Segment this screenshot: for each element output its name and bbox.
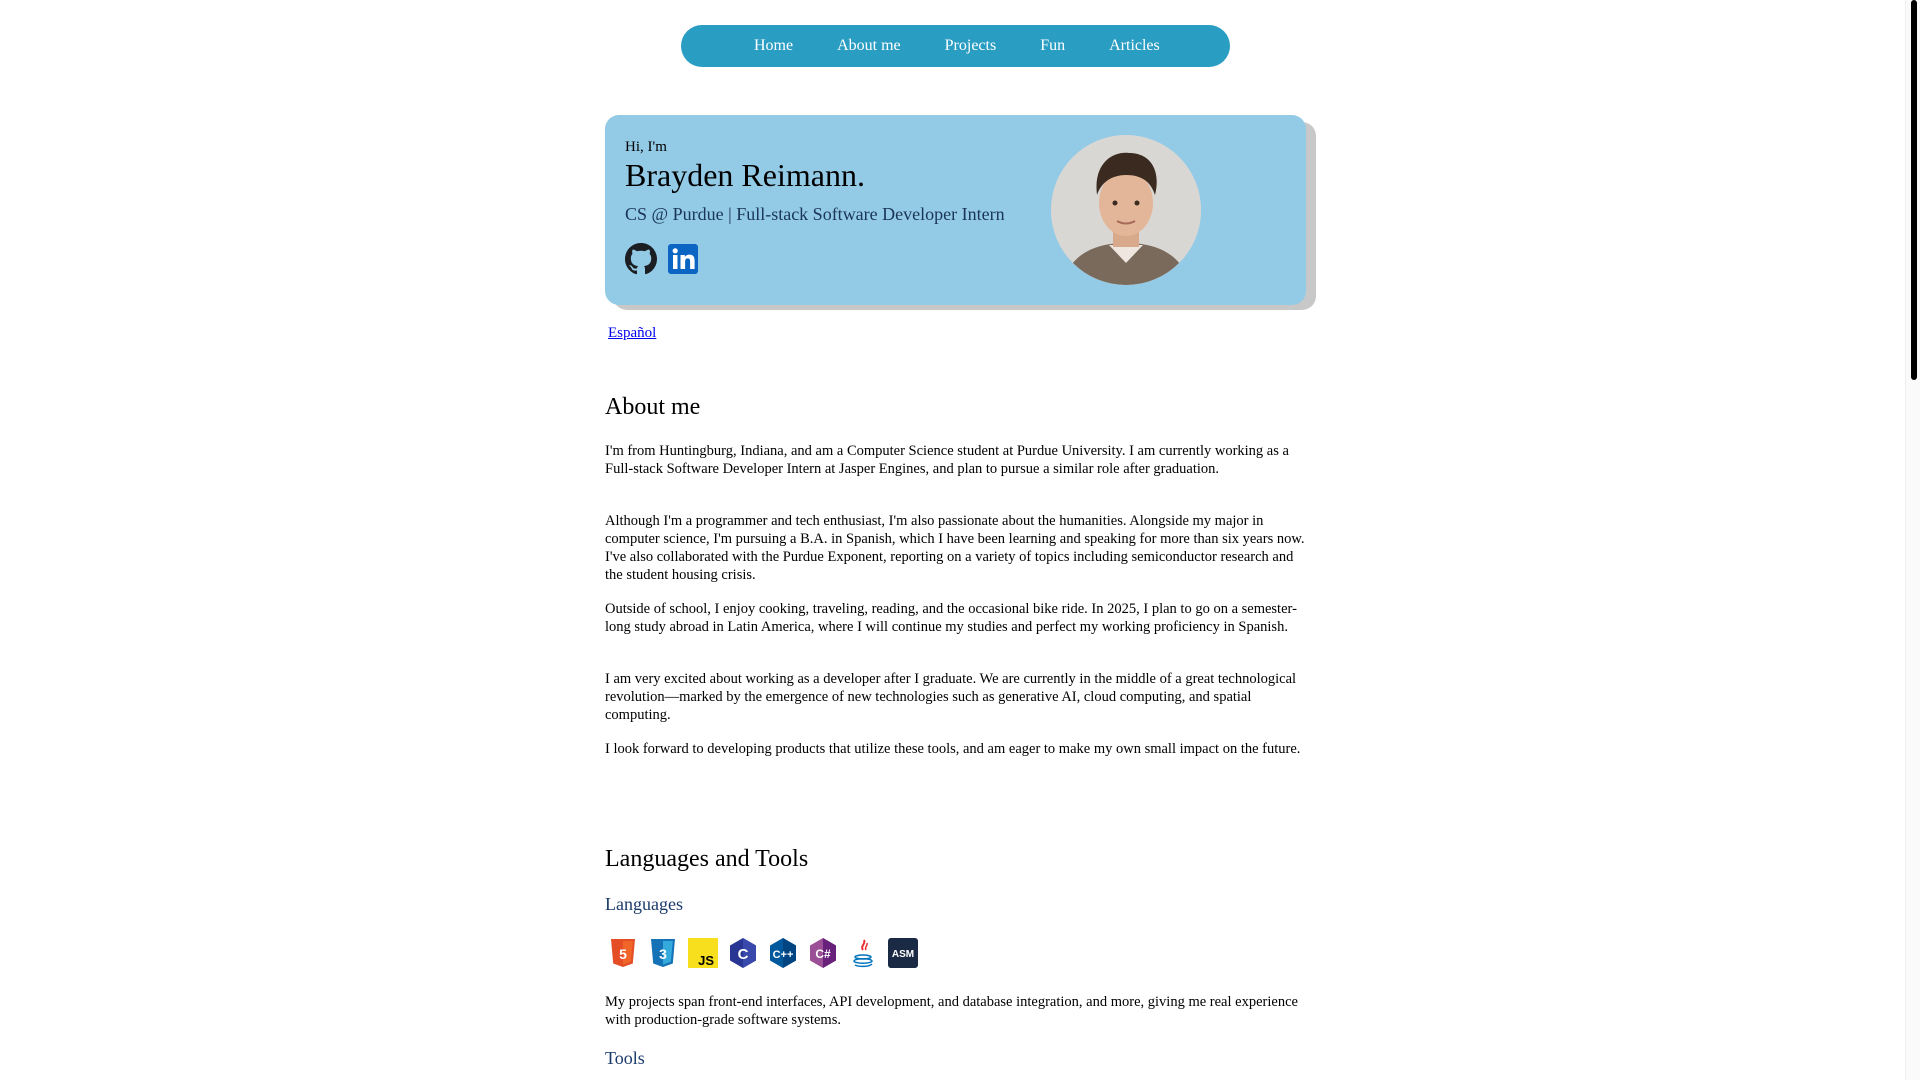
about-heading: About me	[605, 394, 701, 420]
social-links	[625, 243, 699, 275]
c-icon-label: C	[737, 946, 749, 963]
css3-icon	[647, 937, 679, 969]
linkedin-icon[interactable]	[667, 243, 699, 275]
languages-paragraph: My projects span front-end interfaces, API development, and database integration, and more, giving me real experience with production-grade software systems.	[605, 994, 1298, 1028]
hero-name: Brayden Reimann.	[625, 157, 865, 193]
skills-heading: Languages and Tools	[605, 846, 809, 872]
cplusplus-icon-label: C++	[772, 949, 794, 961]
nav-articles[interactable]: Articles	[1109, 37, 1160, 54]
javascript-icon-label: JS	[698, 953, 714, 968]
avatar	[1051, 135, 1201, 285]
hero-tagline: CS @ Purdue | Full-stack Software Developer Intern	[625, 204, 1005, 224]
csharp-icon	[807, 937, 839, 969]
assembly-icon-label: ASM	[891, 949, 915, 960]
language-icons	[607, 937, 919, 969]
cplusplus-icon	[767, 937, 799, 969]
about-paragraph-1: I'm from Huntingburg, Indiana, and am a Computer Science student at Purdue University. I am currently working as a Full-stack Software Developer Intern at Jasper Engines, and plan to pursue a similar role after graduation.	[605, 443, 1289, 477]
languages-heading: Languages	[605, 894, 683, 914]
html5-icon	[607, 937, 639, 969]
nav-fun[interactable]: Fun	[1040, 37, 1066, 54]
nav-about-me[interactable]: About me	[837, 37, 901, 54]
language-switch-link[interactable]: Español	[608, 325, 657, 341]
about-paragraph-5: I look forward to developing products that utilize these tools, and am eager to make my own small impact on the future.	[605, 741, 1301, 757]
about-paragraph-3: Outside of school, I enjoy cooking, traveling, reading, and the occasional bike ride. In 2025, I plan to go on a semester-long study abroad in Latin America, where I will continue my studies and perfect my working proficiency in Spanish.	[605, 601, 1297, 635]
assembly-icon	[887, 937, 919, 969]
scrollbar-thumb[interactable]	[1911, 0, 1917, 380]
css3-icon-label: 3	[659, 946, 667, 962]
about-paragraph-2: Although I'm a programmer and tech enthusiast, I'm also passionate about the humanities. Alongside my major in computer science, I'm pursuing a B.A. in Spanish, which I have been learning and speaking for more than six years now. I've also collaborated with the Purdue Exponent, reporting on a variety of topics including semiconductor research and the student housing crisis.	[605, 513, 1305, 583]
about-paragraph-4: I am very excited about working as a developer after I graduate. We are currently in the middle of a great technological revolution—marked by the emergence of new technologies such as generative AI, cloud computing, and spatial computing.	[605, 671, 1297, 723]
nav-home[interactable]: Home	[754, 37, 794, 54]
main-nav	[681, 25, 1230, 67]
tools-heading: Tools	[605, 1048, 645, 1068]
csharp-icon-label: C#	[815, 947, 831, 961]
html5-icon-label: 5	[619, 946, 627, 962]
nav-projects[interactable]: Projects	[944, 37, 997, 54]
page-scrollbar[interactable]	[1905, 0, 1920, 1080]
javascript-icon	[687, 937, 719, 969]
java-icon	[847, 937, 879, 969]
hero-greeting: Hi, I'm	[625, 139, 667, 155]
c-icon	[727, 937, 759, 969]
github-icon[interactable]	[625, 243, 657, 275]
hero-card	[605, 115, 1306, 305]
